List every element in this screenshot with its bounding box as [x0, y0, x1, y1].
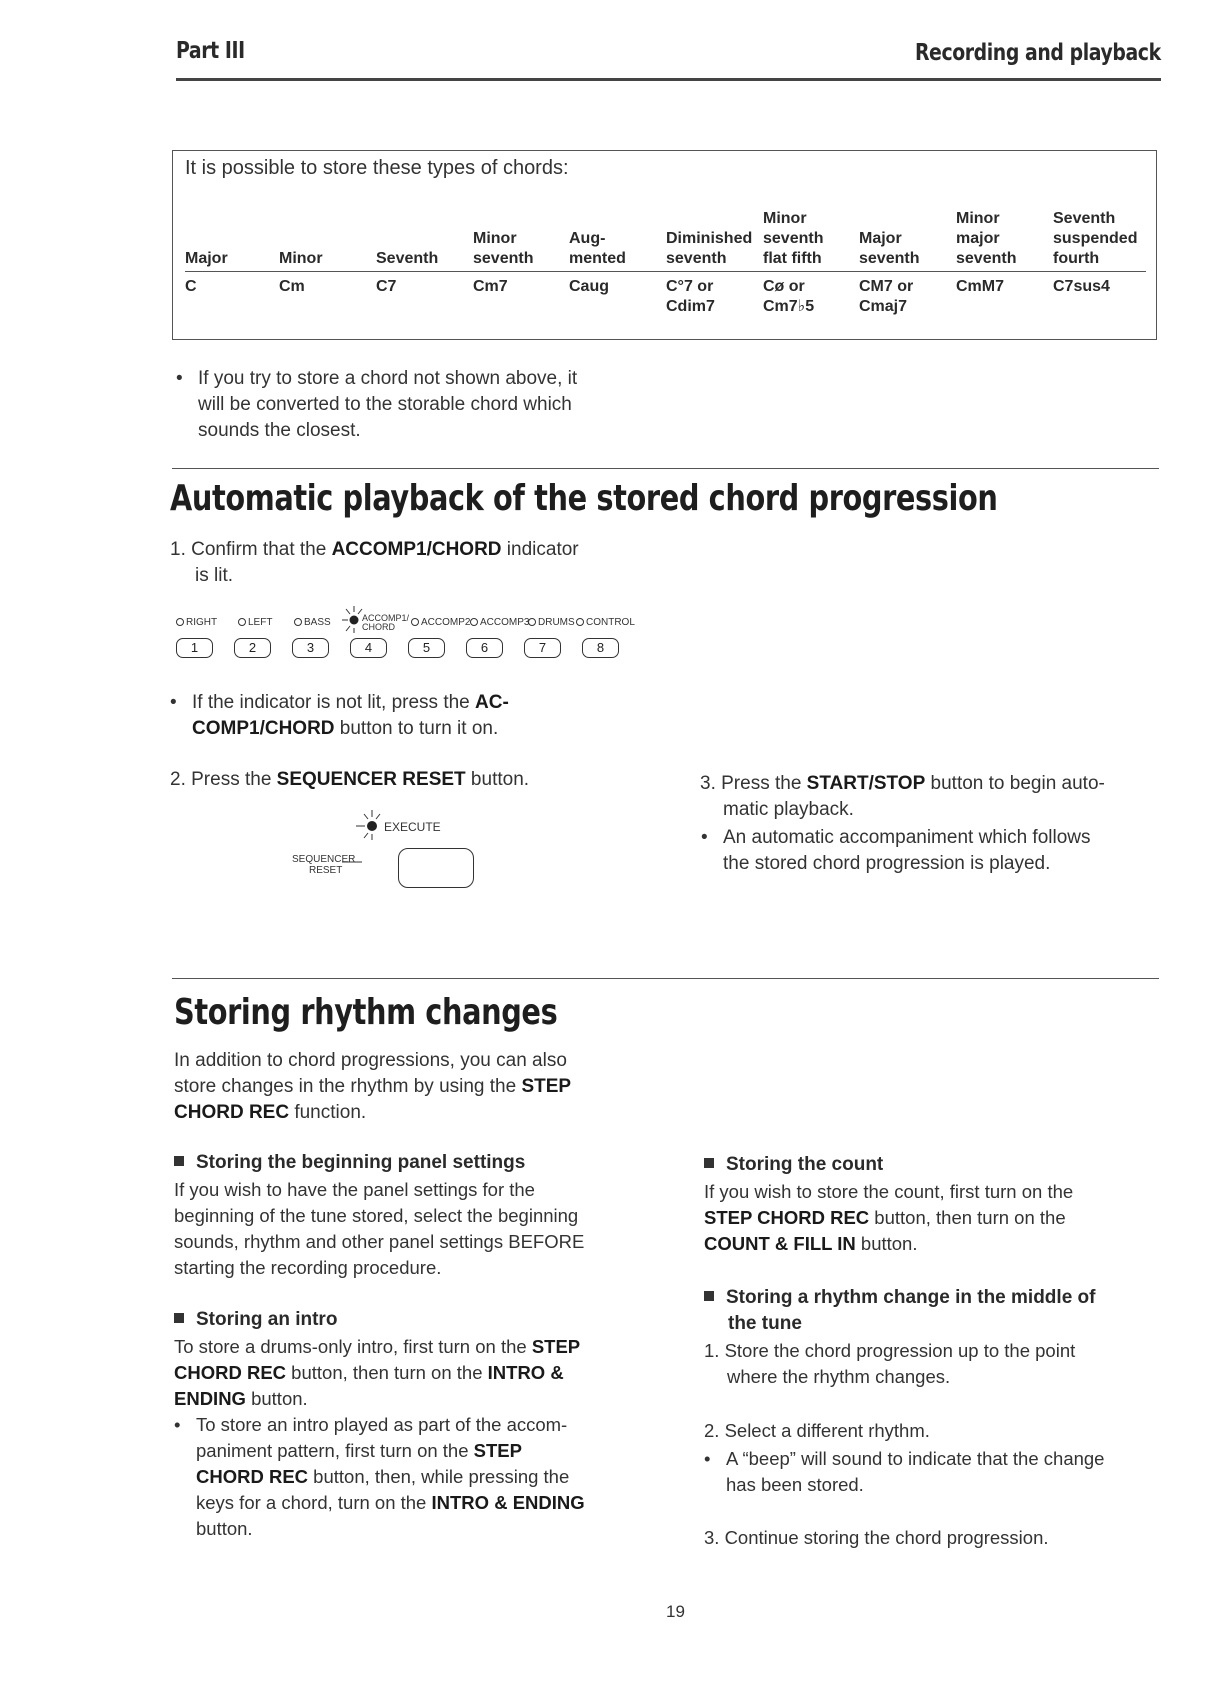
chord-header-line: flat fifth — [763, 250, 822, 267]
track-button-1[interactable]: 1 — [176, 638, 213, 658]
chord-column-header — [279, 209, 323, 269]
chord-column-header — [956, 209, 1016, 269]
chord-header-line: seventh — [859, 250, 920, 267]
chord-value-line: C°7 or — [666, 278, 714, 295]
track-button-2[interactable]: 2 — [234, 638, 271, 658]
track-button-5[interactable]: 5 — [408, 638, 445, 658]
chord-header-line: Major — [185, 250, 228, 267]
panel-label-left: LEFT — [248, 617, 273, 628]
section-rule — [172, 468, 1159, 469]
chord-value-line: Cdim7 — [666, 298, 715, 315]
heading-storing-count: Storing the count — [704, 1152, 883, 1178]
square-bullet-icon — [704, 1158, 714, 1168]
chord-column — [279, 209, 323, 297]
chord-header-line: mented — [569, 250, 626, 267]
sequencer-reset-button[interactable] — [398, 848, 474, 888]
chord-column — [763, 209, 823, 317]
chord-column — [666, 209, 752, 317]
step-3-start-stop: 3. Press the START/STOP button to begin auto- matic playback. — [700, 773, 1105, 820]
execute-label: EXECUTE — [384, 820, 441, 834]
chord-value-line: C7sus4 — [1053, 278, 1110, 295]
chord-column-header — [569, 209, 626, 269]
intro-accompaniment-note: • To store an intro played as part of the accom- paniment pattern, first turn on the STEP CHORD REC button, then, while pressing the keys for a chord, turn on the INTRO & ENDING button. — [174, 1414, 585, 1539]
chord-column-header — [376, 209, 438, 269]
chord-header-line: Minor — [956, 210, 1000, 227]
reset-label: RESET — [309, 865, 343, 876]
chord-value-line: CM7 or — [859, 278, 914, 295]
section-title-automatic-playback: Automatic playback of the stored chord progression — [170, 478, 998, 519]
rhythm-intro: In addition to chord progressions, you can also store changes in the rhythm by using the STEP CHORD REC function. — [174, 1050, 572, 1123]
chord-header-line: Seventh — [1053, 210, 1116, 227]
indicator-not-lit-note: • If the indicator is not lit, press the AC- COMP1/CHORD button to turn it on. — [170, 692, 509, 739]
chord-header-line: Diminished — [666, 230, 753, 247]
square-bullet-icon — [704, 1291, 714, 1301]
panel-label-bass: BASS — [304, 617, 331, 628]
chord-value-line: Caug — [569, 278, 609, 295]
chord-column-header — [185, 209, 228, 269]
chord-column-value — [666, 277, 752, 317]
panel-label-drums: DRUMS — [538, 617, 575, 628]
chord-column-value — [185, 277, 228, 297]
chord-header-line: Minor — [279, 250, 323, 267]
chord-header-line: seventh — [956, 250, 1017, 267]
track-selector-panel — [176, 600, 636, 660]
chord-column-header — [1053, 209, 1137, 269]
chord-header-line: major — [956, 230, 1000, 247]
heading-storing-intro: Storing an intro — [174, 1307, 337, 1333]
chord-value-line: CmM7 — [956, 278, 1005, 295]
chord-header-line: seventh — [666, 250, 727, 267]
chord-column — [956, 209, 1016, 297]
section-label: Recording and playback — [915, 40, 1161, 66]
chord-column-header — [859, 209, 919, 269]
beginning-settings-text: If you wish to have the panel settings for the beginning of the tune stored, select the beginning sounds, rhythm and other panel settings BEFORE starting the recording procedure. — [174, 1179, 585, 1278]
sequencer-label: SEQUENCER — [292, 854, 356, 865]
storing-count-text: If you wish to store the count, first turn on the STEP CHORD REC button, then turn on the COUNT & FILL IN button. — [704, 1181, 1074, 1254]
chord-column-header — [473, 209, 533, 269]
chord-column — [859, 209, 919, 317]
track-button-8[interactable]: 8 — [582, 638, 619, 658]
part-label: Part III — [176, 38, 245, 64]
panel-label-accomp1-chord: ACCOMP1/ CHORD — [362, 613, 410, 632]
beep-note: • A “beep” will sound to indicate that the change has been stored. — [704, 1448, 1105, 1495]
header-rule — [176, 78, 1161, 81]
chord-column-header — [666, 209, 752, 269]
rhythm-change-step-2: 2. Select a different rhythm. — [704, 1420, 930, 1441]
sequencer-reset-diagram — [290, 802, 510, 892]
chord-header-line: seventh — [473, 250, 534, 267]
heading-beginning-settings: Storing the beginning panel settings — [174, 1150, 525, 1176]
chord-column-value — [763, 277, 823, 317]
chord-value-line: Cø or — [763, 278, 805, 295]
chord-column-value — [279, 277, 323, 297]
chord-column — [1053, 209, 1137, 297]
chord-column — [185, 209, 228, 297]
panel-label-control: CONTROL — [586, 617, 635, 628]
chord-column — [473, 209, 533, 297]
page-number: 19 — [666, 1602, 685, 1621]
chord-value-line: C — [185, 278, 197, 295]
track-button-7[interactable]: 7 — [524, 638, 561, 658]
chord-header-line: seventh — [763, 230, 824, 247]
chord-column — [376, 209, 438, 297]
chord-column-value — [376, 277, 438, 297]
rhythm-change-step-3: 3. Continue storing the chord progression. — [704, 1527, 1049, 1548]
panel-label-right: RIGHT — [186, 617, 218, 628]
chord-header-line: Aug- — [569, 230, 606, 247]
rhythm-change-step-1: 1. Store the chord progression up to the point where the rhythm changes. — [704, 1340, 1076, 1387]
chord-types-table — [172, 150, 1157, 340]
step-2-sequencer-reset: 2. Press the SEQUENCER RESET button. — [170, 769, 530, 790]
chord-header-line: Seventh — [376, 250, 439, 267]
chord-column-value — [859, 277, 919, 317]
panel-label-accomp2: ACCOMP2 — [421, 617, 471, 628]
chord-column-value — [473, 277, 533, 297]
chord-value-line: Cmaj7 — [859, 298, 908, 315]
chord-column-value — [956, 277, 1016, 297]
track-button-3[interactable]: 3 — [292, 638, 329, 658]
chord-header-line: Minor — [763, 210, 807, 227]
chord-column — [569, 209, 626, 297]
chord-header-line: Major — [859, 230, 902, 247]
chord-column-value — [569, 277, 626, 297]
square-bullet-icon — [174, 1156, 184, 1166]
heading-rhythm-change-middle: Storing a rhythm change in the middle of the tune — [704, 1285, 1174, 1337]
section-rule-2 — [172, 978, 1159, 979]
storing-intro-text: To store a drums-only intro, first turn on the STEP CHORD REC button, then turn on the INTRO & ENDING button. — [174, 1336, 581, 1409]
accompaniment-note: • An automatic accompaniment which follows the stored chord progression is played. — [701, 827, 1091, 874]
step-1-confirm: 1. Confirm that the ACCOMP1/CHORD indicator is lit. — [170, 539, 579, 586]
chord-header-line: Minor — [473, 230, 517, 247]
chord-value-line: Cm7♭5 — [763, 298, 815, 315]
chord-header-line: fourth — [1053, 250, 1100, 267]
chord-value-line: C7 — [376, 278, 397, 295]
track-button-6[interactable]: 6 — [466, 638, 503, 658]
panel-label-accomp3: ACCOMP3 — [480, 617, 530, 628]
chord-column-value — [1053, 277, 1137, 297]
closest-chord-note: • If you try to store a chord not shown above, it will be converted to the storable chord which sounds the closest. — [176, 368, 578, 441]
chord-value-line: Cm7 — [473, 278, 508, 295]
track-button-4[interactable]: 4 — [350, 638, 387, 658]
square-bullet-icon — [174, 1313, 184, 1323]
chord-column-header — [763, 209, 823, 269]
chord-header-line: suspended — [1053, 230, 1138, 247]
chord-value-line: Cm — [279, 278, 305, 295]
chord-table-intro: It is possible to store these types of chords: — [185, 157, 569, 179]
section-title-rhythm-changes: Storing rhythm changes — [174, 992, 558, 1033]
